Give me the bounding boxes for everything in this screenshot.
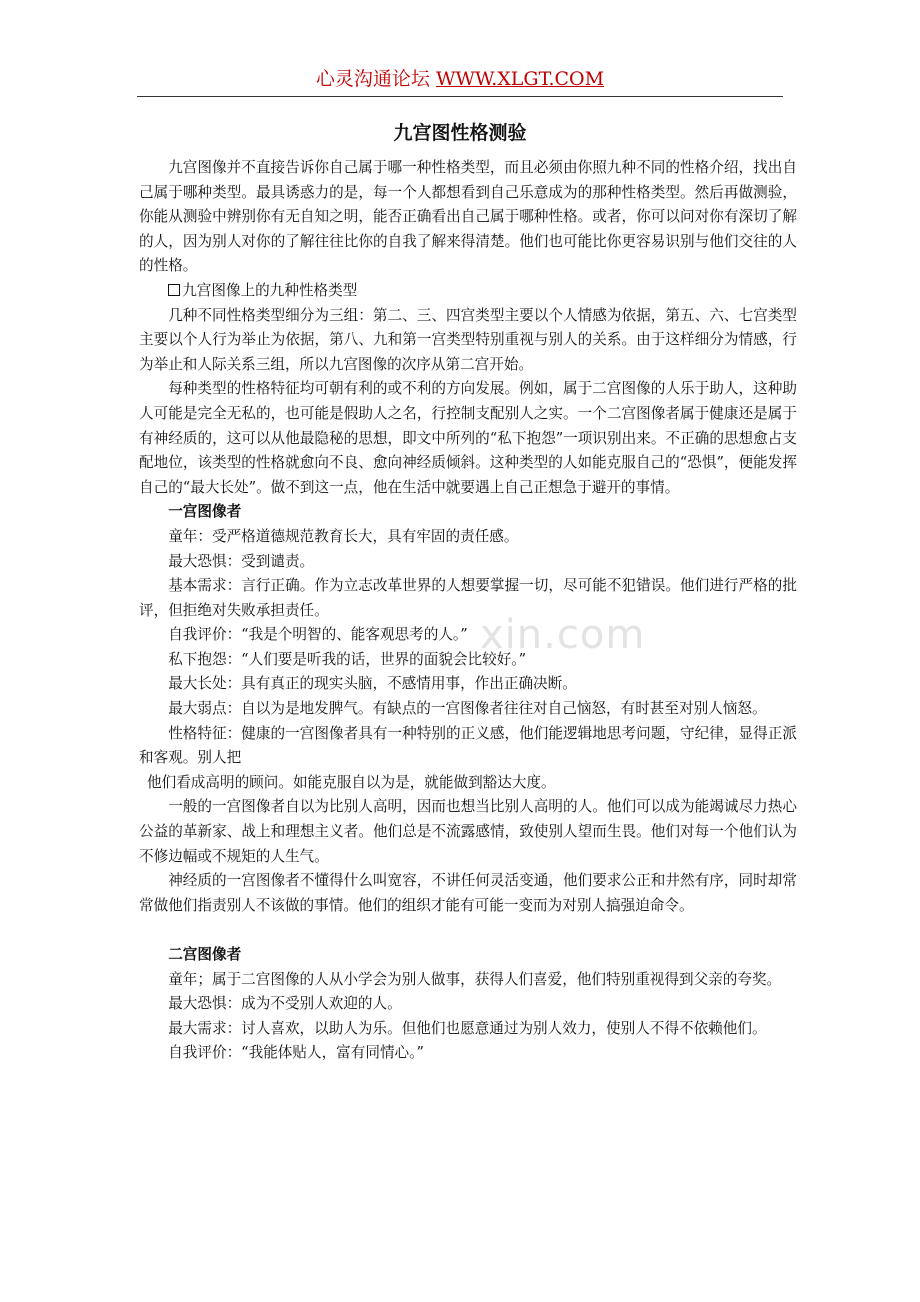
forum-name: 心灵沟通论坛 (315, 68, 430, 90)
overview-paragraph: 几种不同性格类型细分为三组：第二、三、四宫类型主要以个人情感为依据，第五、六、七宫类型主要以个人行为举止为依据，第八、九和第一宫类型特别重视与别人的关系。由于这样细分为情感，行为举止和人际关系三组，所以九宫图像的次序从第二宫开始。 (139, 306, 797, 373)
page-header (0, 66, 920, 92)
type1-strength: 最大长处：具有真正的现实头脑，不感情用事，作出正确决断。 (168, 675, 577, 693)
watermark: xin.com (480, 612, 646, 658)
overview-paragraph: 每种类型的性格特征均可朝有利的或不利的方向发展。例如，属于二宫图像的人乐于助人，这种助人可能是完全无私的，也可能是假助人之名，行控制支配别人之实。一个二宫图像者属于健康还是属于有神经质的，这可以从他最隐秘的思想，即文中所列的“私下抱怨”一项识别出来。不正确的思想愈占支配地位，该类型的性格就愈向不良、愈向神经质倾斜。这种类型的人如能克服自己的“恐惧”，便能发挥自己的“最大长处”。做不到这一点，他在生活中就要遇上自己正想急于避开的事情。 (139, 380, 797, 496)
spacer (139, 918, 797, 943)
checkbox-icon (168, 284, 180, 296)
type2-heading: 二宫图像者 (168, 946, 242, 963)
type1-complaint: 私下抱怨：“人们要是听我的话，世界的面貌会比较好。” (168, 650, 527, 668)
document-title: 九宫图性格测验 (393, 122, 527, 144)
type1-childhood: 童年：受严格道德规范教育长大，具有牢固的责任感。 (168, 527, 519, 545)
header-divider (137, 96, 783, 97)
type2-self-eval: 自我评价：“我能体贴人，富有同情心。” (168, 1044, 424, 1062)
document-body (139, 156, 797, 1066)
type1-self-eval: 自我评价：“我是个明智的、能客观思考的人。” (168, 626, 468, 644)
intro-paragraph: 九宫图像并不直接告诉你自己属于哪一种性格类型，而且必须由你照九种不同的性格介绍，找出自己属于哪种类型。最具诱惑力的是，每一个人都想看到自己乐意成为的那种性格类型。然后再做测验，你能从测验中辨别你有无自知之明，能否正确看出自己属于哪种性格。或者，你可以问对你有深切了解的人，因为别人对你的了解往往比你的自我了解来得清楚。他们也可能比你更容易识别与他们交往的人的性格。 (139, 159, 797, 275)
type1-average: 一般的一宫图像者自以为比别人高明，因而也想当比别人高明的人。他们可以成为能竭诚尽力热心公益的革新家、战上和理想主义者。他们总是不流露感情，致使别人望而生畏。他们对每一个他们认为不修边幅或不规矩的人生气。 (139, 798, 797, 865)
section-marker (139, 279, 797, 304)
type2-fear: 最大恐惧：成为不受别人欢迎的人。 (168, 995, 402, 1013)
section-marker-label: 九宫图像上的九种性格类型 (182, 281, 358, 299)
site-link[interactable]: WWW.XLGT.COM (435, 68, 605, 90)
type1-fear: 最大恐惧：受到谴责。 (168, 552, 315, 570)
type1-traits-continued: 他们看成高明的顾问。如能克服自以为是，就能做到豁达大度。 (147, 773, 556, 791)
type1-weakness: 最大弱点：自以为是地发脾气。有缺点的一宫图像者往往对自己恼怒，有时甚至对别人恼怒。 (168, 700, 767, 718)
type2-childhood: 童年；属于二宫图像的人从小学会为别人做事，获得人们喜爱，他们特别重视得到父亲的夸奖。 (168, 970, 782, 988)
type1-need: 基本需求：言行正确。作为立志改革世界的人想要掌握一切，尽可能不犯错误。他们进行严格的批评，但拒绝对失败承担责任。 (139, 577, 797, 619)
type1-traits: 性格特征：健康的一宫图像者具有一种特别的正义感，他们能逻辑地思考问题，守纪律，显得正派和客观。别人把 (139, 724, 797, 767)
type2-need: 最大需求：讨人喜欢，以助人为乐。但他们也愿意通过为别人效力，使别人不得不依赖他们。 (168, 1019, 767, 1037)
type1-heading: 一宫图像者 (168, 503, 242, 521)
type1-neurotic: 神经质的一宫图像者不懂得什么叫宽容，不讲任何灵活变通，他们要求公正和井然有序，同时却常常做他们指责别人不该做的事情。他们的组织才能有可能一变而为对别人搞强迫命令。 (139, 872, 797, 914)
